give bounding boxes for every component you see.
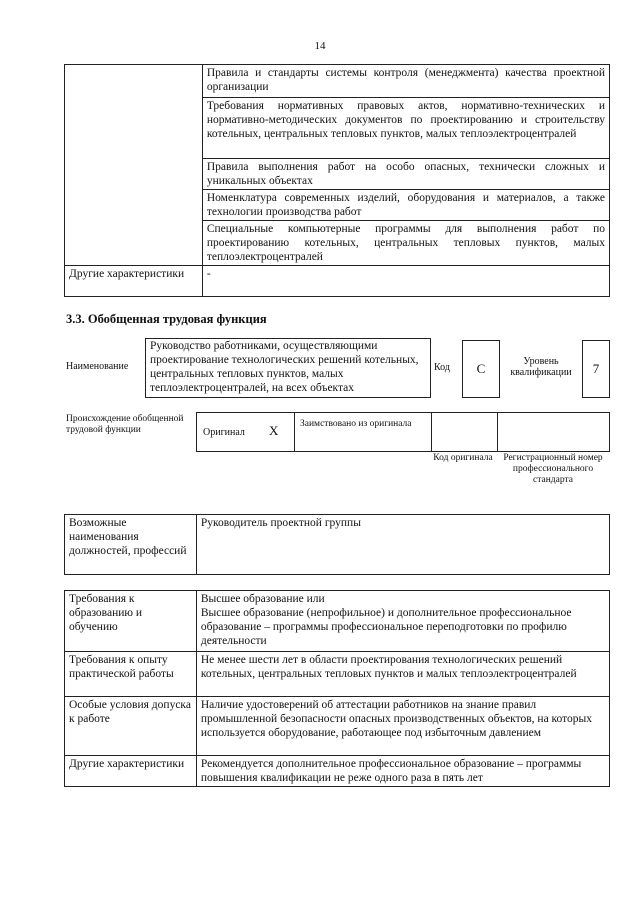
code-value: C (462, 340, 500, 398)
section-heading: 3.3. Обобщенная трудовая функция (66, 312, 267, 326)
origin-label: Происхождение обобщенной трудовой функции (66, 414, 184, 435)
name-label: Наименование (66, 361, 129, 372)
knowledge-item: Правила и стандарты системы контроля (менеджмента) качества проектной организации (202, 65, 609, 98)
gtf-name-value: Руководство работниками, осуществляющими проектирование технологических решений котельных, центральных тепловых пунктов, малых теплоэлектроцентралей, на всех объектах (145, 338, 431, 398)
divider (431, 413, 432, 451)
admission-label: Особые условия допуска к работе (65, 697, 197, 756)
positions-table (64, 514, 610, 575)
education-line: Высшее образование (непрофильное) и дополнительное профессиональное образование – программы профессиональное переподготовки по профилю деятельности (200, 607, 572, 647)
knowledge-item: Специальные компьютерные программы для выполнения работ по проектированию котельных, центральных тепловых пунктов, малых теплоэлектроцентралей (202, 221, 609, 266)
experience-label: Требования к опыту практической работы (65, 652, 197, 697)
empty-label-cell (65, 65, 203, 266)
experience-value: Не менее шести лет в области проектирования технологических решений котельных, центральных тепловых пунктов и малых теплоэлектроцентралей (196, 652, 609, 697)
level-value: 7 (582, 340, 610, 398)
other-characteristics-value: - (202, 266, 609, 297)
other-characteristics-label: Другие характеристики (65, 266, 203, 297)
requirements-table (64, 590, 610, 787)
origin-box (196, 412, 610, 452)
knowledge-table (64, 64, 610, 297)
code-label: Код (434, 362, 450, 373)
code-original-caption: Код оригинала (433, 453, 493, 463)
divider (294, 413, 295, 451)
other-label: Другие характеристики (65, 756, 197, 787)
education-value (196, 591, 609, 652)
other-value: Рекомендуется дополнительное профессиональное образование – программы повышения квалификации не реже одного раза в пять лет (196, 756, 609, 787)
education-line: Высшее образование или (200, 593, 325, 605)
borrowed-label: Заимствовано из оригинала (300, 419, 412, 429)
page-number: 14 (314, 40, 326, 52)
original-label: Оригинал (203, 427, 245, 438)
knowledge-item: Номенклатура современных изделий, оборудования и материалов, а также технологии производства работ (202, 190, 609, 221)
positions-label: Возможные наименования должностей, профессий (65, 515, 197, 575)
positions-value: Руководитель проектной группы (196, 515, 609, 575)
admission-value: Наличие удостоверений об аттестации работников на знание правил промышленной безопасности опасных производственных объектов, на которых используется оборудование, работающее под избыточным давлением (196, 697, 609, 756)
education-label: Требования к образованию и обучению (65, 591, 197, 652)
knowledge-item: Правила выполнения работ на особо опасных, технически сложных и уникальных объектах (202, 159, 609, 190)
level-label: Уровень квалификации (510, 356, 572, 378)
original-mark: X (269, 423, 279, 438)
reg-number-caption: Регистрационный номер профессионального стандарта (503, 453, 603, 485)
knowledge-item: Требования нормативных правовых актов, нормативно-технических и нормативно-методических документов по проектированию и строительству котельных, центральных тепловых пунктов, малых теплоэлектроцентралей (202, 98, 609, 159)
divider (497, 413, 498, 451)
